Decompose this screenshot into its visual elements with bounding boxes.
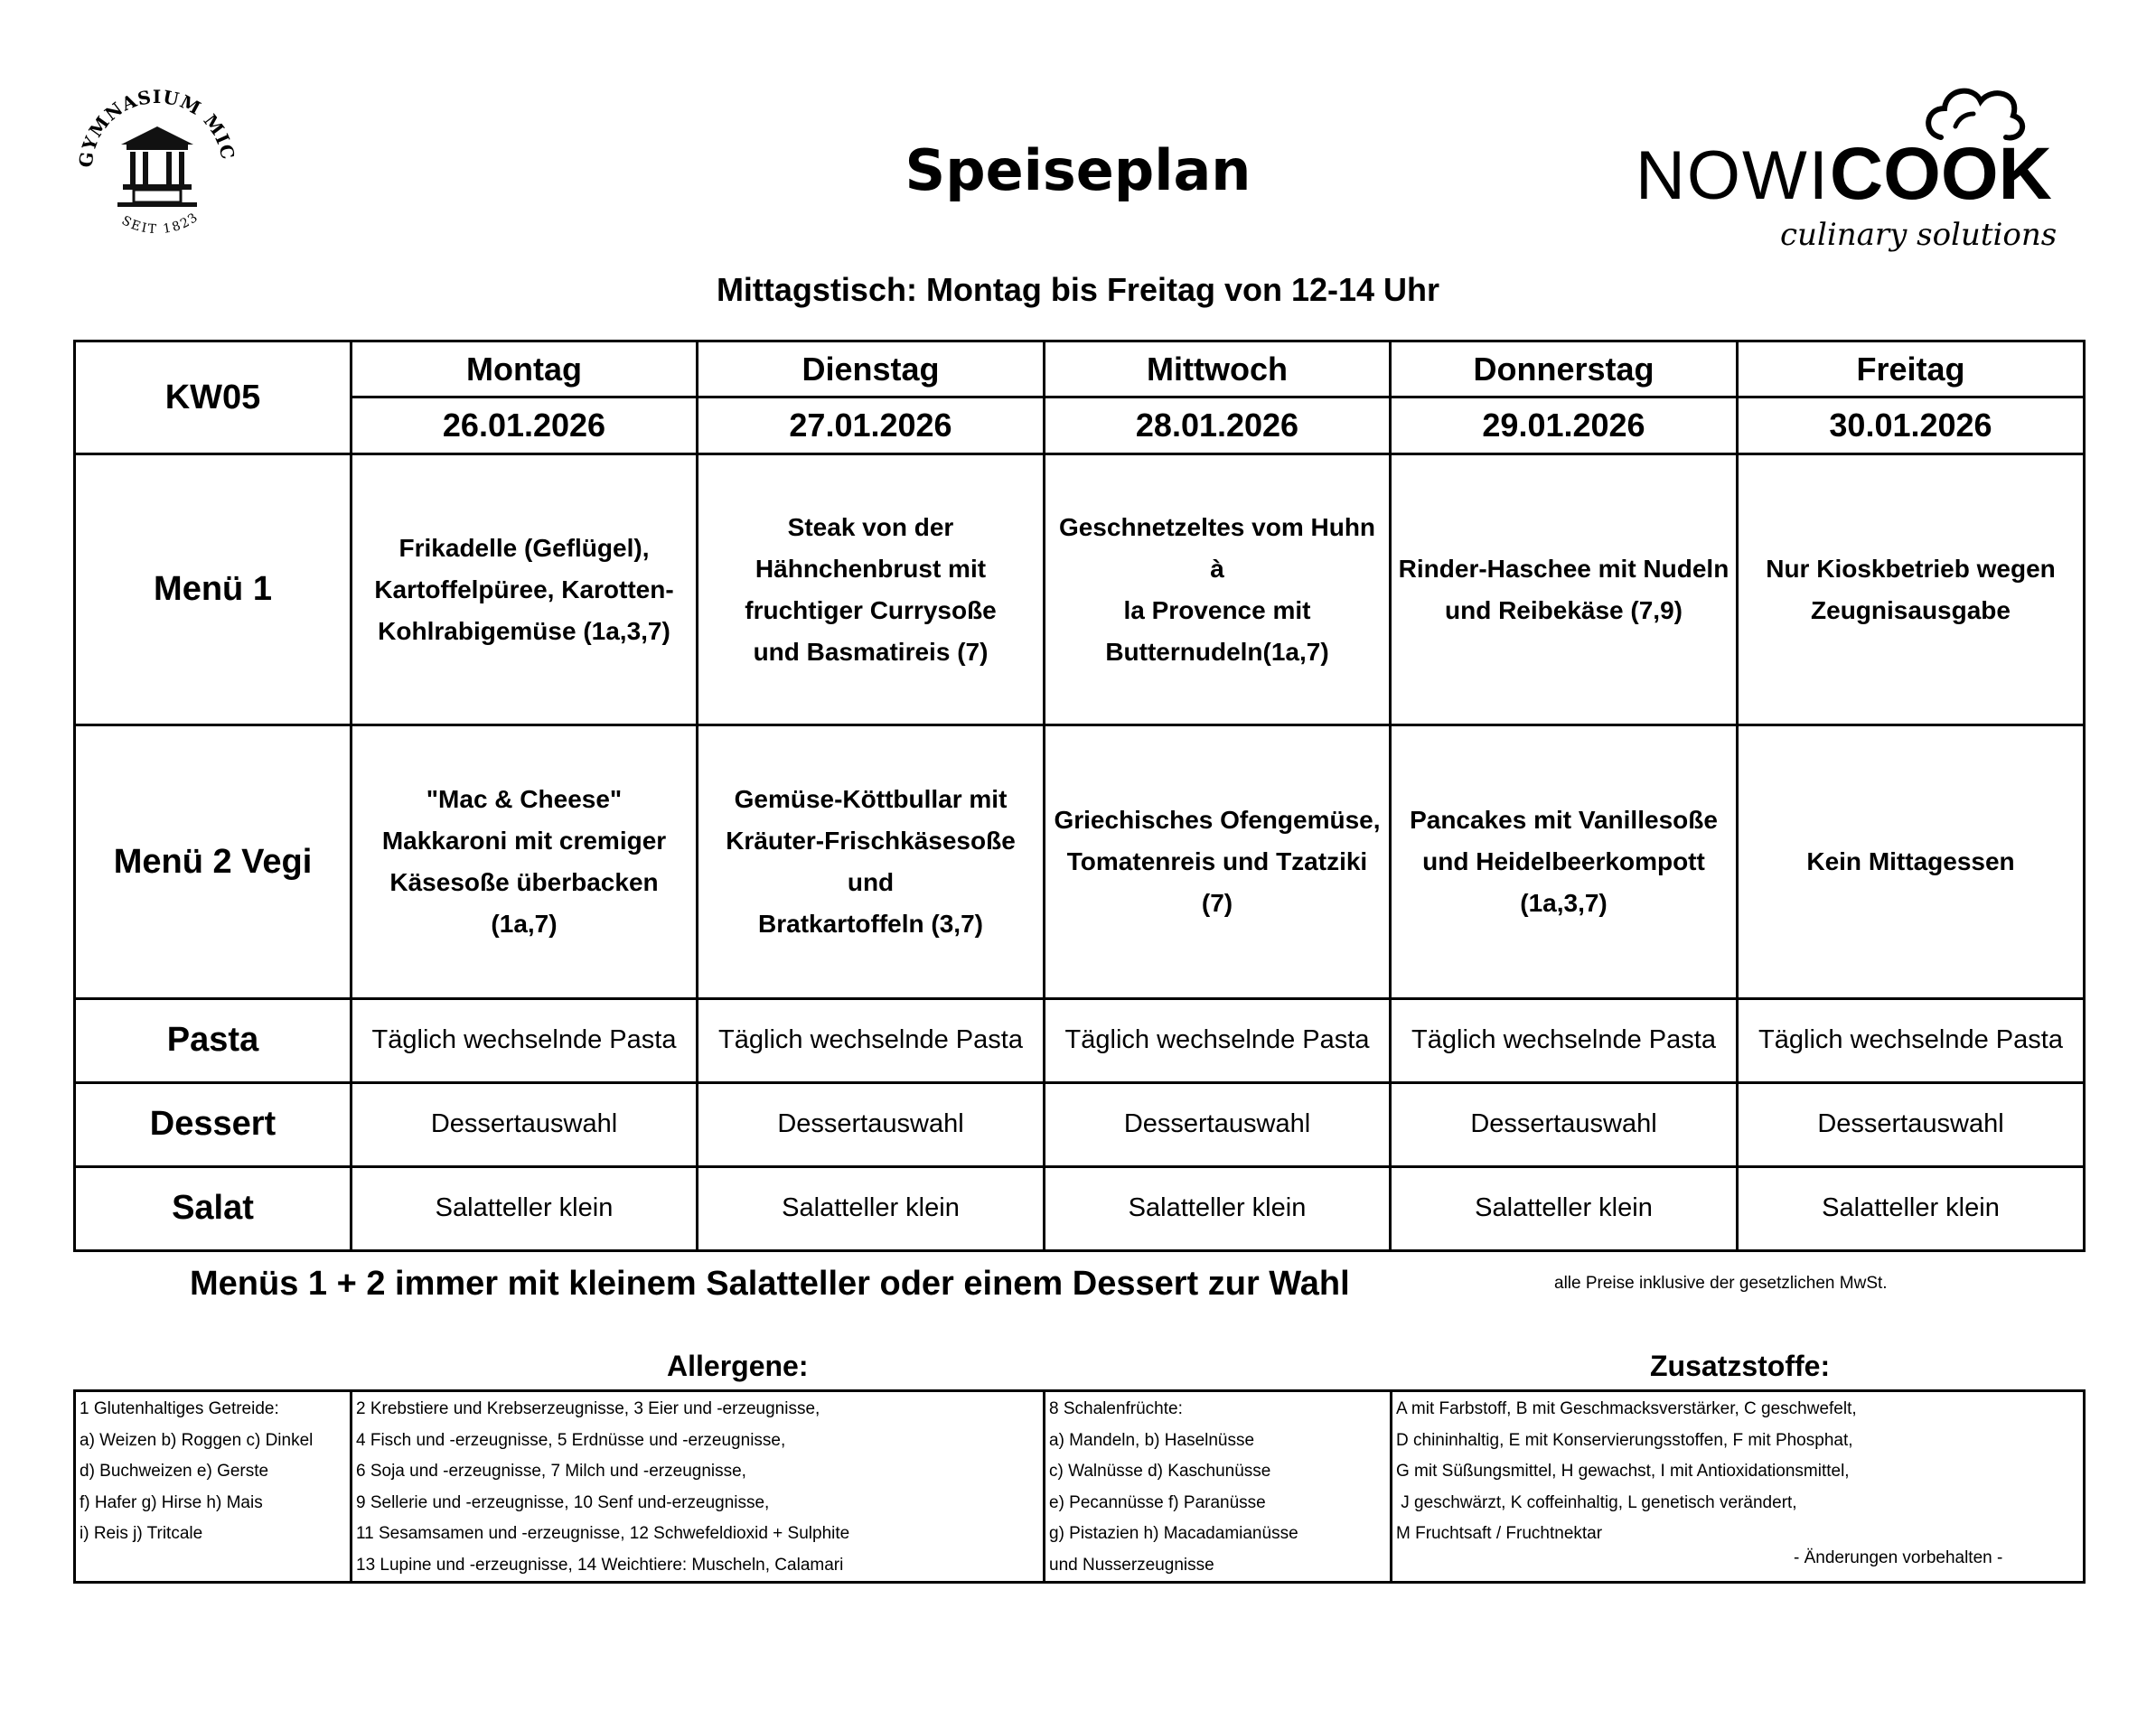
pasta-cell: Täglich wechselnde Pasta	[1391, 998, 1738, 1082]
brand-light-text: NOWI	[1636, 137, 1830, 214]
row-label-menu2: Menü 2 Vegi	[75, 725, 352, 998]
meal-line: Tomatenreis und Tzatziki (7)	[1066, 847, 1368, 918]
pasta-cell: Täglich wechselnde Pasta	[1045, 998, 1391, 1082]
meal-cell	[1391, 454, 1738, 725]
footnote-line: c) Walnüsse d) Kaschunüsse	[1049, 1462, 1271, 1481]
day-date: 28.01.2026	[1045, 397, 1391, 454]
footnote-line: e) Pecannüsse f) Paranüsse	[1049, 1492, 1266, 1512]
allergens-heading: Allergene:	[667, 1350, 809, 1382]
meal-line: Kartoffelpüree, Karotten-	[374, 575, 674, 603]
meal-line: Bratkartoffeln (3,7)	[758, 910, 983, 939]
meal-cell	[1045, 454, 1391, 725]
salad-cell: Salatteller klein	[1045, 1166, 1391, 1250]
row-label-dessert: Dessert	[75, 1082, 352, 1166]
footnote-line: 4 Fisch und -erzeugnisse, 5 Erdnüsse und -erzeugnisse,	[356, 1430, 786, 1450]
footnote-line: g) Pistazien h) Macadamianüsse	[1049, 1524, 1298, 1543]
footnote-line: 11 Sesamsamen und -erzeugnisse, 12 Schwefeldioxid + Sulphite	[356, 1524, 850, 1543]
dessert-cell: Dessertauswahl	[1391, 1082, 1738, 1166]
meal-line: Nur Kioskbetrieb wegen	[1766, 554, 2056, 583]
week-label: KW05	[75, 341, 352, 454]
changes-disclaimer: - Änderungen vorbehalten -	[1794, 1548, 2003, 1567]
meal-line: Makkaroni mit cremiger	[381, 827, 667, 856]
additives-heading: Zusatzstoffe:	[1650, 1350, 1831, 1382]
footnote-line: J geschwärzt, K coffeinhaltig, L genetisch verändert,	[1396, 1492, 1797, 1512]
dessert-cell: Dessertauswahl	[352, 1082, 698, 1166]
footnote-line: a) Weizen b) Roggen c) Dinkel	[80, 1430, 314, 1450]
dessert-cell: Dessertauswahl	[698, 1082, 1045, 1166]
dessert-row	[75, 1082, 2085, 1166]
meal-cell	[1391, 725, 1738, 998]
page-title: Speiseplan	[905, 137, 1251, 203]
meal-line: Zeugnisausgabe	[1811, 595, 2011, 624]
meal-line: Steak von der	[787, 512, 954, 541]
day-name: Montag	[352, 341, 698, 397]
footnote-table	[73, 1389, 2086, 1584]
menu1-row	[75, 454, 2085, 725]
page-subtitle: Mittagstisch: Montag bis Freitag von 12-14 Uhr	[716, 271, 1440, 308]
day-date-row	[75, 397, 2085, 454]
meal-cell	[352, 454, 698, 725]
meal-line: la Provence mit	[1123, 595, 1311, 624]
meal-line: "Mac & Cheese"	[426, 785, 623, 814]
meal-line: und Basmatireis (7)	[753, 637, 989, 666]
meal-line: Kohlrabigemüse (1a,3,7)	[378, 616, 670, 645]
brand-bold-text: COOK	[1829, 133, 2052, 215]
footnote-line: A mit Farbstoff, B mit Geschmacksverstärker, C geschwefelt,	[1396, 1399, 1857, 1418]
meal-line: Käsesoße überbacken (1a,7)	[389, 868, 659, 939]
day-date: 27.01.2026	[698, 397, 1045, 454]
meal-line: fruchtiger Currysoße	[745, 595, 997, 624]
footnote-line: i) Reis j) Tritcale	[80, 1524, 203, 1543]
footnote-line: 13 Lupine und -erzeugnisse, 14 Weichtiere: Muscheln, Calamari	[356, 1555, 844, 1575]
salad-row	[75, 1166, 2085, 1250]
footnote-line: 1 Glutenhaltiges Getreide:	[80, 1399, 279, 1418]
day-name: Donnerstag	[1391, 341, 1738, 397]
meal-cell	[698, 725, 1045, 998]
day-name-row	[75, 341, 2085, 397]
price-note: alle Preise inklusive der gesetzlichen MwSt.	[1554, 1274, 1888, 1293]
meal-line: Gemüse-Köttbullar mit	[734, 785, 1008, 814]
footnote-line: 9 Sellerie und -erzeugnisse, 10 Senf und-erzeugnisse,	[356, 1492, 770, 1512]
meal-line: Pancakes mit Vanillesoße	[1410, 806, 1718, 835]
day-name: Freitag	[1738, 341, 2085, 397]
row-label-menu1: Menü 1	[75, 454, 352, 725]
meal-line: Kräuter-Frischkäsesoße und	[726, 827, 1016, 897]
footnote-line: 8 Schalenfrüchte:	[1049, 1399, 1183, 1418]
meal-line: Hähnchenbrust mit	[755, 554, 987, 583]
salad-cell: Salatteller klein	[352, 1166, 698, 1250]
day-date: 29.01.2026	[1391, 397, 1738, 454]
allergen-list-cell	[352, 1391, 1045, 1583]
menu2-row	[75, 725, 2085, 998]
footnote-line: d) Buchweizen e) Gerste	[80, 1462, 269, 1481]
salad-cell: Salatteller klein	[698, 1166, 1045, 1250]
footnote-line: D chininhaltig, E mit Konservierungsstoffen, F mit Phosphat,	[1396, 1430, 1853, 1450]
meal-line: Frikadelle (Geflügel),	[398, 533, 650, 562]
pasta-cell: Täglich wechselnde Pasta	[1738, 998, 2085, 1082]
salad-cell: Salatteller klein	[1738, 1166, 2085, 1250]
row-label-pasta: Pasta	[75, 998, 352, 1082]
meal-cell	[1045, 725, 1391, 998]
pasta-cell: Täglich wechselnde Pasta	[352, 998, 698, 1082]
footnote-line: 2 Krebstiere und Krebserzeugnisse, 3 Eier und -erzeugnisse,	[356, 1399, 820, 1418]
allergen-nuts-cell	[1045, 1391, 1392, 1583]
footnote-line: f) Hafer g) Hirse h) Mais	[80, 1492, 263, 1512]
meal-line: und Heidelbeerkompott	[1422, 847, 1705, 876]
svg-text:SEIT 1823: SEIT 1823	[118, 209, 202, 238]
meal-line: (1a,3,7)	[1520, 889, 1608, 918]
day-name: Mittwoch	[1045, 341, 1391, 397]
meal-line: Geschnetzeltes vom Huhn à	[1058, 512, 1376, 583]
meal-cell	[1738, 725, 2085, 998]
footnote-line: a) Mandeln, b) Haselnüsse	[1049, 1430, 1255, 1450]
menu-note: Menüs 1 + 2 immer mit kleinem Salatteller oder einem Dessert zur Wahl	[190, 1265, 1350, 1303]
row-label-salad: Salat	[75, 1166, 352, 1250]
menu-table	[73, 340, 2086, 1252]
svg-text:GYMNASIUM MICHELSTADT: GYMNASIUM MIC	[76, 85, 239, 169]
dessert-cell: Dessertauswahl	[1045, 1082, 1391, 1166]
meal-line: Butternudeln(1a,7)	[1105, 637, 1329, 666]
meal-cell	[1738, 454, 2085, 725]
pasta-row	[75, 998, 2085, 1082]
meal-line: Rinder-Haschee mit Nudeln	[1398, 554, 1729, 583]
day-name: Dienstag	[698, 341, 1045, 397]
meal-cell	[352, 725, 698, 998]
brand-tagline: culinary solutions	[1780, 217, 2058, 253]
pasta-cell: Täglich wechselnde Pasta	[698, 998, 1045, 1082]
footnote-line: G mit Süßungsmittel, H gewachst, I mit Antioxidationsmittel,	[1396, 1462, 1850, 1481]
meal-line: und Reibekäse (7,9)	[1445, 595, 1683, 624]
footnote-line: und Nusserzeugnisse	[1049, 1555, 1214, 1575]
day-date: 26.01.2026	[352, 397, 698, 454]
footnote-line: M Fruchtsaft / Fruchtnektar	[1396, 1524, 1603, 1543]
meal-line: Kein Mittagessen	[1806, 847, 2015, 876]
dessert-cell: Dessertauswahl	[1738, 1082, 2085, 1166]
day-date: 30.01.2026	[1738, 397, 2085, 454]
footnote-line: 6 Soja und -erzeugnisse, 7 Milch und -erzeugnisse,	[356, 1462, 746, 1481]
meal-line: Griechisches Ofengemüse,	[1054, 806, 1381, 835]
allergen-cereals-cell	[75, 1391, 352, 1583]
meal-cell	[698, 454, 1045, 725]
salad-cell: Salatteller klein	[1391, 1166, 1738, 1250]
